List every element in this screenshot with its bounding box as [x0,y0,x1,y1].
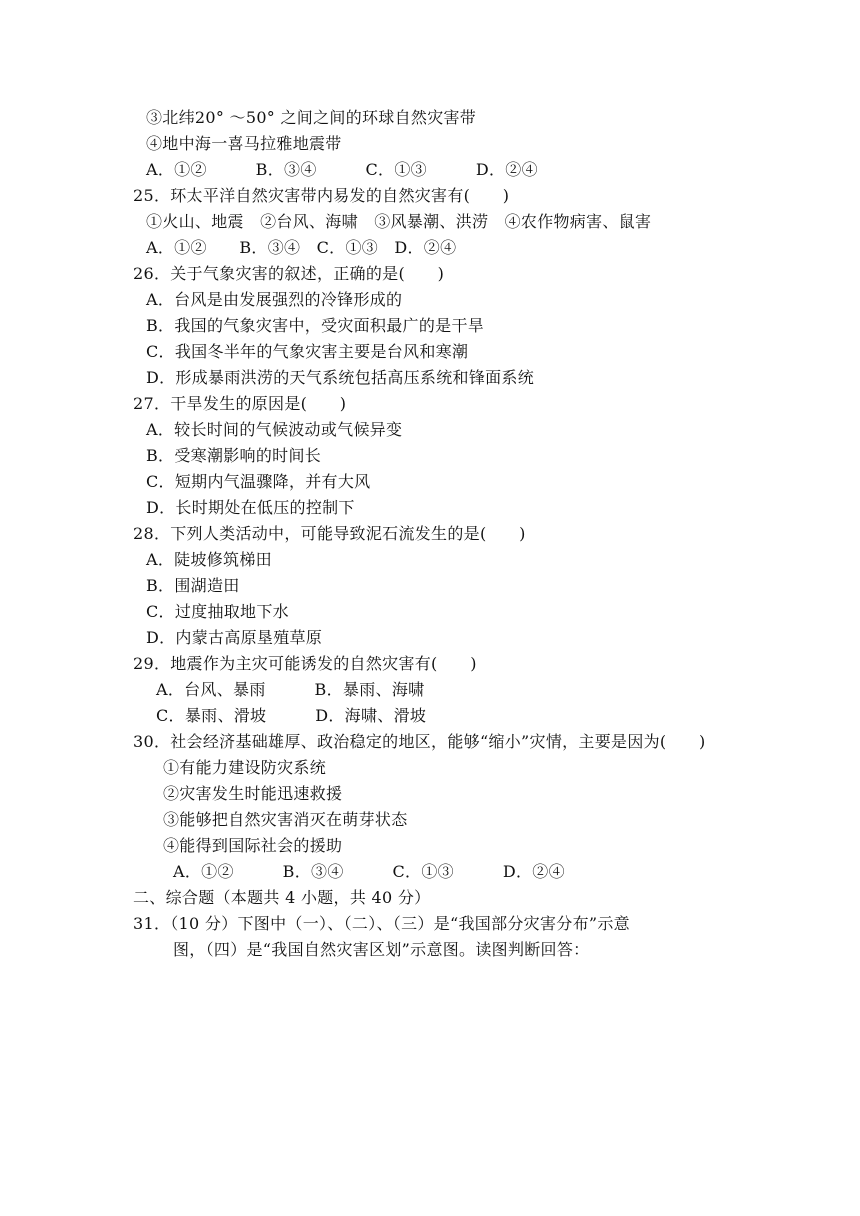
q28-option-c: C．过度抽取地下水 [146,602,289,621]
question-29: 29．地震作为主灾可能诱发的自然灾害有( ) [133,654,477,673]
question-31-cont: 图，（四）是“我国自然灾害区划”示意图。读图判断回答： [173,940,590,959]
q24-choices: A．①② B．③④ C．①③ D．②④ [146,160,538,179]
option-line-3: ③北纬20° ～50° 之间之间的环球自然灾害带 [146,108,477,127]
question-28: 28．下列人类活动中，可能导致泥石流发生的是( ) [133,524,526,543]
q29-options-cd: C．暴雨、滑坡 D．海啸、滑坡 [156,706,427,725]
question-26: 26．关于气象灾害的叙述，正确的是( ) [133,264,445,283]
q26-option-c: C．我国冬半年的气象灾害主要是台风和寒潮 [146,342,469,361]
question-27: 27．干旱发生的原因是( ) [133,394,347,413]
q29-options-ab: A．台风、暴雨 B．暴雨、海啸 [156,680,425,699]
q28-option-b: B．围湖造田 [146,576,240,595]
q27-option-b: B．受寒潮影响的时间长 [146,446,322,465]
q28-option-d: D．内蒙古高原垦殖草原 [146,628,323,647]
q27-option-d: D．长时期处在低压的控制下 [146,498,355,517]
q25-choices: A．①② B．③④ C．①③ D．②④ [146,238,457,257]
q30-item-4: ④能得到国际社会的援助 [163,836,343,855]
question-30: 30．社会经济基础雄厚、政治稳定的地区，能够“缩小”灾情，主要是因为( ) [133,732,706,751]
q30-item-1: ①有能力建设防灾系统 [163,758,327,777]
q30-item-2: ②灾害发生时能迅速救援 [163,784,343,803]
q30-item-3: ③能够把自然灾害消灭在萌芽状态 [163,810,408,829]
section-heading: 二、综合题（本题共 4 小题，共 40 分） [133,888,431,907]
q30-choices: A．①② B．③④ C．①③ D．②④ [173,862,565,881]
question-31: 31．（10 分）下图中（一）、（二）、（三）是“我国部分灾害分布”示意 [133,914,630,933]
q27-option-a: A．较长时间的气候波动或气候异变 [146,420,403,439]
question-25: 25．环太平洋自然灾害带内易发的自然灾害有( ) [133,186,510,205]
q26-option-a: A．台风是由发展强烈的冷锋形成的 [146,290,403,309]
q25-options: ①火山、地震 ②台风、海啸 ③风暴潮、洪涝 ④农作物病害、鼠害 [146,212,652,231]
q26-option-b: B．我国的气象灾害中，受灾面积最广的是干旱 [146,316,485,335]
q26-option-d: D．形成暴雨洪涝的天气系统包括高压系统和锋面系统 [146,368,535,387]
q27-option-c: C．短期内气温骤降，并有大风 [146,472,371,491]
option-line-4: ④地中海一喜马拉雅地震带 [146,134,342,153]
q28-option-a: A．陡坡修筑梯田 [146,550,272,569]
